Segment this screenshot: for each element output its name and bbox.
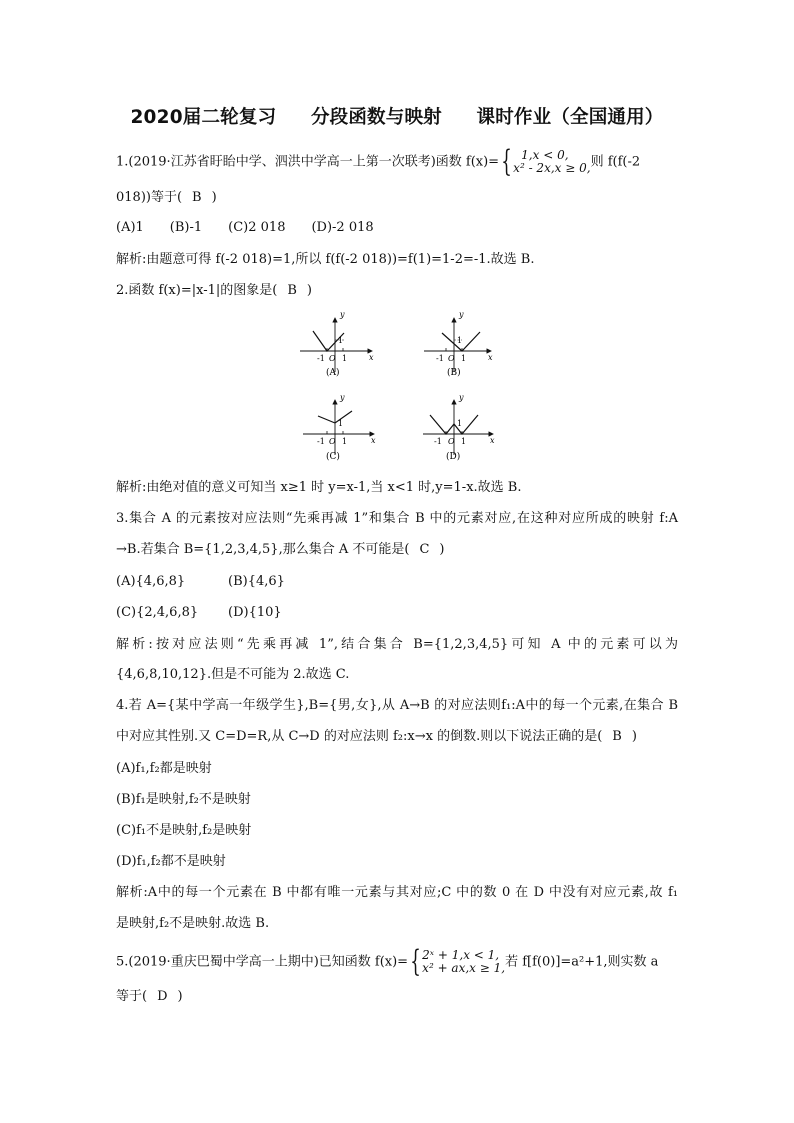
graph-d-label: (D) (446, 452, 461, 462)
q5-case2: x² + ax,x ≥ 1, (422, 961, 506, 975)
graph-d-x-label: x (490, 436, 495, 445)
graph-b-x-label: x (488, 353, 493, 362)
graph-b (424, 310, 493, 378)
q4-option-c: (C)f₁不是映射,f₂是映射 (116, 823, 252, 838)
title-part-3: 课时作业（全国通用） (476, 107, 664, 128)
graph-b-origin: O (448, 354, 455, 363)
q5-answer: D (157, 989, 168, 1004)
graph-c-y-label: y (340, 393, 345, 402)
graph-c-tick-1: 1 (342, 437, 348, 446)
q3-option-c: (C){2,4,6,8} (116, 605, 199, 620)
q5-close: ) (177, 989, 183, 1004)
q2-stem-text: 2.函数 f(x)=|x-1|的图象是( (116, 283, 278, 298)
graph-d-origin: O (448, 437, 455, 446)
graph-c-label: (C) (326, 452, 340, 462)
q3-analysis-line1: 解析:按对应法则“先乘再减 1”,结合集合 B={1,2,3,4,5}可知 A 中的元素可以为 (116, 637, 678, 652)
graph-c (303, 393, 376, 462)
graph-a-label: (A) (326, 368, 340, 378)
q3-options-row2 (116, 604, 282, 622)
graph-d-y-label: y (459, 393, 464, 402)
graph-a (300, 310, 374, 378)
title-part-1: 2020届二轮复习 (130, 107, 277, 128)
q4-answer: B (612, 729, 622, 744)
q1-analysis: 解析:由题意可得 f(-2 018)=1,所以 f(f(-2 018))=f(1)=1-2=-1.故选 B. (116, 252, 535, 267)
graph-b-tick-neg1: -1 (436, 354, 444, 363)
q1-case1: 1,x < 0, (521, 148, 569, 162)
q2-close: ) (306, 283, 312, 298)
q5-stem-line2 (116, 988, 183, 1006)
q1-line2: 018))等于( (116, 190, 183, 205)
graph-b-y-label: y (459, 310, 464, 319)
graph-c-origin: O (329, 437, 336, 446)
q5-suffix: 若 f[f(0)]=a²+1,则实数 a (505, 954, 659, 970)
q3-close: ) (439, 542, 445, 557)
graph-d (423, 393, 495, 462)
q4-option-a: (A)f₁,f₂都是映射 (116, 761, 212, 776)
q3-stem-line2 (116, 541, 444, 559)
q5-prefix: 5.(2019·重庆巴蜀中学高一上期中)已知函数 f(x)= (116, 954, 409, 970)
q4-analysis-line2: 是映射,f₂不是映射.故选 B. (116, 916, 270, 931)
q1-stem-line2 (116, 189, 217, 207)
graph-c-x-label: x (371, 436, 376, 445)
q3-options-row1 (116, 573, 285, 591)
q5-piecewise: { 2ˣ + 1,x < 1, x² + ax,x ≥ 1, (410, 944, 506, 979)
graph-c-tick-neg1: -1 (317, 437, 325, 446)
graph-a-tick-neg1: -1 (317, 354, 325, 363)
q1-case2: x² - 2x,x ≥ 0, (513, 161, 591, 175)
graph-a-y-label: y (340, 310, 345, 319)
q4-option-b: (B)f₁是映射,f₂不是映射 (116, 792, 251, 807)
q1-answer: B (192, 190, 202, 205)
q4-stem-line2 (116, 728, 637, 746)
graph-d-tick-neg1: -1 (434, 437, 442, 446)
title-part-2: 分段函数与映射 (310, 107, 442, 128)
q3-line2: →B.若集合 B={1,2,3,4,5},那么集合 A 不可能是( (116, 542, 410, 557)
graph-a-tick-1: 1 (342, 354, 348, 363)
graph-b-tick-1: 1 (461, 354, 467, 363)
q1-close: ) (211, 190, 217, 205)
q3-option-d: (D){10} (228, 605, 282, 620)
q5-line2: 等于( (116, 989, 148, 1004)
graph-a-x-label: x (369, 353, 374, 362)
q2-stem (116, 282, 312, 300)
q1-suffix: 则 f(f(-2 (590, 154, 641, 170)
q3-stem-line1: 3.集合 A 的元素按对应法则“先乘再减 1”和集合 B 中的元素对应,在这种对应所成的映射 f:A (116, 511, 678, 526)
q3-option-b: (B){4,6} (228, 574, 285, 589)
q2-answer: B (287, 283, 297, 298)
q3-analysis-line2: {4,6,8,10,12}.但是不可能为 2.故选 C. (116, 667, 350, 682)
q4-line2: 中对应其性别.又 C=D=R,从 C→D 的对应法则 f₂:x→x 的倒数.则以下说法正确的是( (116, 729, 603, 744)
q1-piecewise: { 1,x < 0, x² - 2x,x ≥ 0, (501, 144, 591, 179)
q5-stem-line1 (116, 944, 659, 979)
graph-b-label: (B) (447, 368, 461, 378)
graph-a-origin: O (329, 354, 336, 363)
q3-answer: C (419, 542, 430, 557)
graph-c-tick-y1: 1 (338, 419, 344, 428)
q4-analysis-line1: 解析:A中的每一个元素在 B 中都有唯一元素与其对应;C 中的数 0 在 D 中没有对应元素,故 f₁ (116, 885, 678, 900)
q3-option-a: (A){4,6,8} (116, 574, 186, 589)
graph-b-tick-y1: 1 (457, 336, 463, 345)
q4-close: ) (631, 729, 637, 744)
q1-stem-line1 (116, 144, 641, 179)
q1-prefix: 1.(2019·江苏省盱眙中学、泗洪中学高一上第一次联考)函数 f(x)= (116, 154, 500, 170)
graph-a-tick-y1: 1 (338, 336, 344, 345)
q5-case1: 2ˣ + 1,x < 1, (422, 948, 500, 962)
q1-options: (A)1 (B)-1 (C)2 018 (D)-2 018 (116, 220, 374, 235)
page-title (0, 103, 794, 129)
graph-d-tick-1: 1 (461, 437, 467, 446)
q2-analysis: 解析:由绝对值的意义可知当 x≥1 时 y=x-1,当 x<1 时,y=1-x.故选 B. (116, 480, 522, 495)
graph-d-tick-y1: 1 (457, 419, 463, 428)
q4-option-d: (D)f₁,f₂都不是映射 (116, 854, 226, 869)
q4-stem-line1: 4.若 A={某中学高一年级学生},B={男,女},从 A→B 的对应法则f₁:A中的每一个元素,在集合 B (116, 698, 678, 713)
